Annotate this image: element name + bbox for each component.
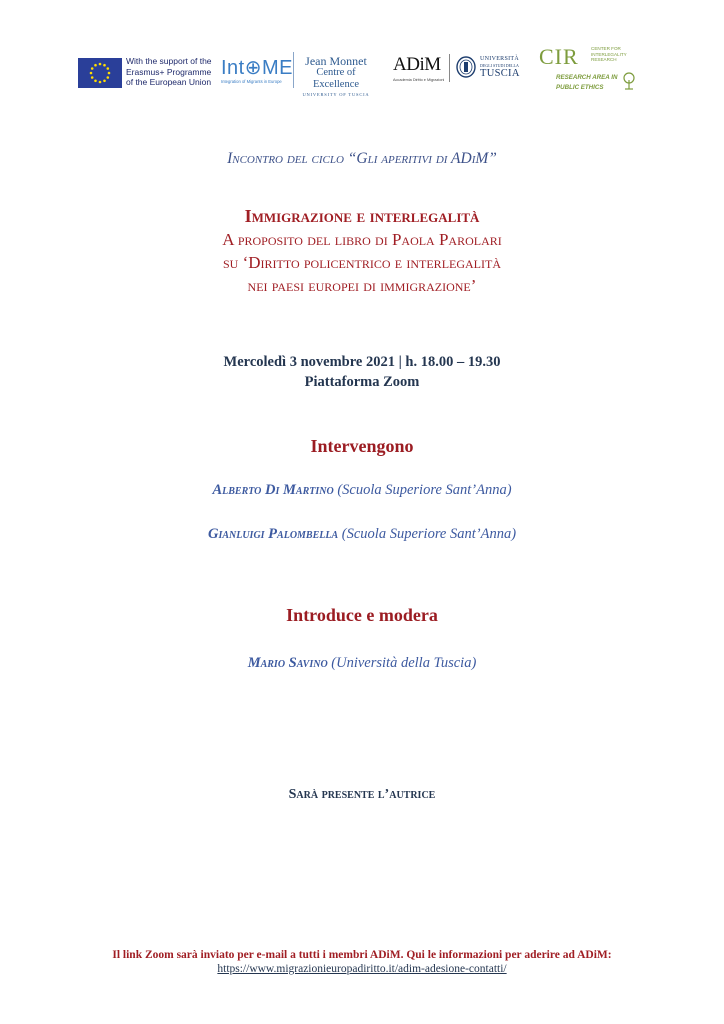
jean-monnet-line: UNIVERSITY OF TUSCIA: [302, 92, 370, 97]
speakers-heading: Intervengono: [310, 436, 414, 456]
cir-side-text: [591, 46, 641, 63]
speaker-affiliation: (Scuola Superiore Sant’Anna): [337, 482, 512, 498]
adim-logo: ADiM: [393, 54, 441, 75]
speaker-name: Gianluigi Palombella: [207, 526, 339, 542]
adim-subtitle: Accademia Diritto e Migrazioni: [393, 78, 445, 82]
unitus-logo: [480, 56, 520, 79]
eu-flag-icon: [78, 58, 122, 88]
intome-logo: Int⊕ME: [221, 57, 293, 79]
unitus-line: TUSCIA: [480, 68, 520, 79]
speaker-name: Alberto Di Martino: [212, 482, 334, 498]
moderator-entry: [0, 655, 724, 672]
cir-research-text: [556, 73, 617, 92]
unitus-line: DEGLI STUDI DELLA: [480, 63, 519, 68]
eu-text-line: Erasmus+ Programme: [126, 66, 212, 77]
moderator-name: Mario Savino: [247, 655, 328, 671]
logo-divider: [449, 54, 450, 82]
cir-research-line: PUBLIC ETHICS: [556, 83, 604, 91]
eu-text-line: With the support of the: [126, 56, 212, 66]
title-main: Immigrazione e interlegalità: [244, 206, 480, 226]
event-series: Incontro del ciclo “Gli aperitivi di ADiM”: [227, 150, 497, 167]
event-title: [0, 205, 724, 297]
event-date-block: [0, 352, 724, 392]
cir-logo: CIR: [539, 44, 579, 69]
adim-membership-link[interactable]: https://www.migrazionieuropadiritto.it/adim-adesione-contatti/: [217, 963, 507, 975]
logo-bar: [0, 42, 724, 102]
eu-text-line: of the European Union: [126, 77, 212, 88]
title-subtitle-line: A proposito del libro di Paola Parolari: [222, 230, 502, 249]
jean-monnet-logo: [297, 55, 375, 99]
tree-icon: [622, 72, 636, 95]
logo-divider: [293, 52, 294, 88]
jean-monnet-line: Jean Monnet: [305, 54, 367, 68]
author-present-note: Sarà presente l’autrice: [288, 787, 436, 802]
event-platform: Piattaforma Zoom: [304, 374, 420, 390]
unitus-line: UNIVERSITÀ: [480, 56, 519, 62]
speaker-entry: [0, 482, 724, 499]
title-subtitle-line: su ‘Diritto policentrico e interlegalità: [222, 253, 502, 272]
title-subtitle-line: nei paesi europei di immigrazione’: [247, 276, 477, 295]
cir-side-line: RESEARCH: [591, 57, 617, 63]
jean-monnet-line: Centre of Excellence: [312, 67, 360, 90]
speaker-entry: [0, 526, 724, 543]
eu-support-text: [126, 56, 218, 88]
intome-subtitle: Integration of Migrants in Europe: [221, 79, 282, 84]
cir-research-line: RESEARCH AREA IN: [556, 74, 618, 81]
cir-side-line: CENTER FOR: [591, 46, 621, 51]
event-date: Mercoledì 3 novembre 2021 | h. 18.00 – 19.30: [223, 354, 501, 370]
footer-note: Il link Zoom sarà inviato per e-mail a tutti i membri ADiM. Qui le informazioni per aderire ad ADiM:: [112, 949, 612, 961]
university-seal-icon: [456, 56, 476, 83]
cir-side-line: INTERLEGALITY: [591, 51, 627, 57]
moderator-affiliation: (Università della Tuscia): [331, 655, 477, 671]
moderator-heading: Introduce e modera: [286, 605, 438, 625]
speaker-affiliation: (Scuola Superiore Sant’Anna): [341, 526, 517, 542]
